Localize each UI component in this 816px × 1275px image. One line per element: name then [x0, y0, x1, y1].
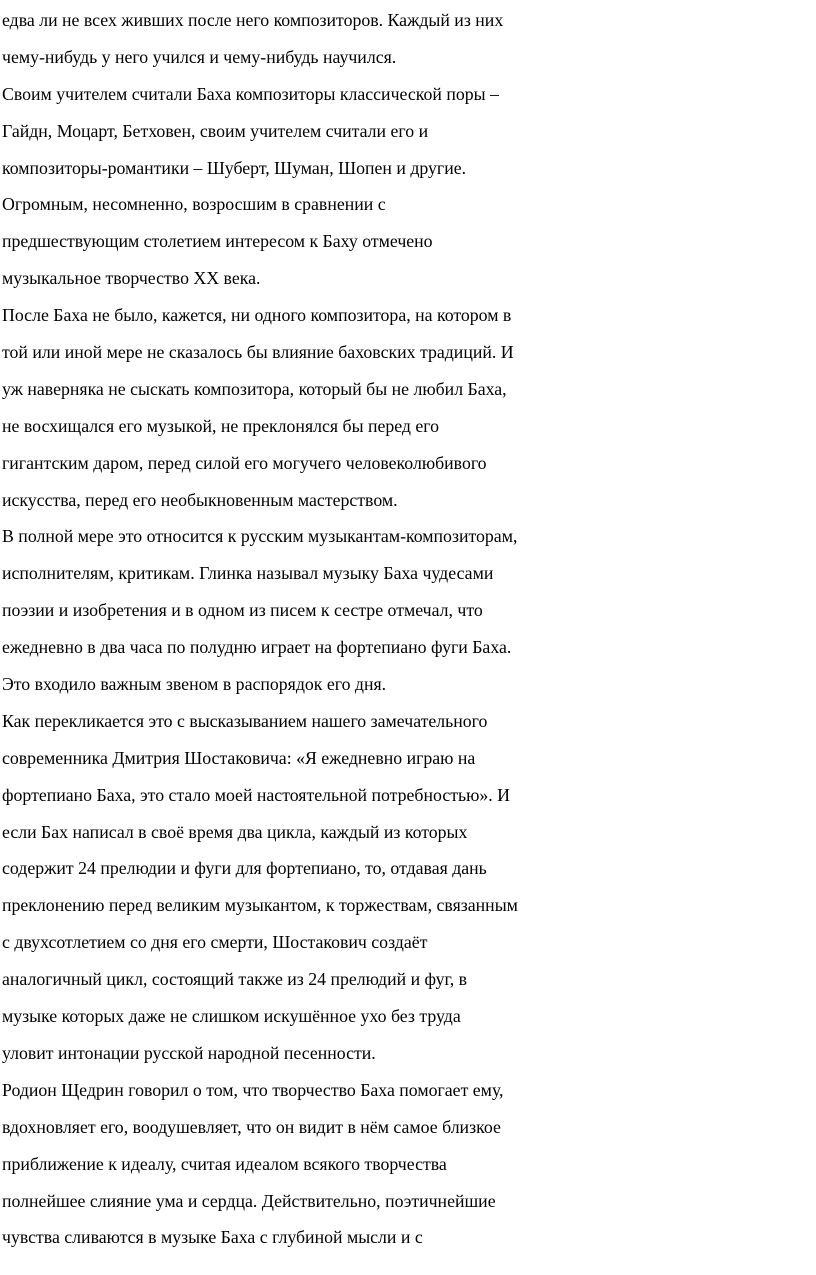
text-line: преклонению перед великим музыкантом, к торжествам, связанным	[2, 895, 518, 916]
text-line: приближение к идеалу, считая идеалом всякого творчества	[2, 1153, 447, 1174]
text-line: музыке которых даже не слишком искушённое ухо без труда	[2, 1006, 461, 1027]
text-line: Гайдн, Моцарт, Бетховен, своим учителем считали его и	[2, 120, 429, 141]
text-line: аналогичный цикл, состоящий также из 24 прелюдий и фуг, в	[2, 969, 468, 990]
text-line: уж наверняка не сыскать композитора, который бы не любил Баха,	[2, 378, 507, 399]
text-line: предшествующим столетием интересом к Баху отмечено	[2, 231, 433, 252]
text-line: Это входило важным звеном в распорядок его дня.	[2, 674, 387, 695]
text-line: той или иной мере не сказалось бы влияние баховских традиций. И	[2, 342, 514, 363]
text-line: В полной мере это относится к русским музыкантам-композиторам,	[2, 526, 518, 547]
text-line: ежедневно в два часа по полудню играет на фортепиано фуги Баха.	[2, 637, 512, 658]
text-line: Родион Щедрин говорил о том, что творчество Баха помогает ему,	[2, 1079, 504, 1100]
document-body	[2, 2, 814, 1256]
text-line: с двухсотлетием со дня его смерти, Шостакович создаёт	[2, 932, 428, 953]
text-line: композиторы-романтики – Шуберт, Шуман, Шопен и другие.	[2, 157, 467, 178]
text-line: поэзии и изобретения и в одном из писем к сестре отмечал, что	[2, 600, 483, 621]
text-line: После Баха не было, кажется, ни одного композитора, на котором в	[2, 305, 512, 326]
text-line: современника Дмитрия Шостаковича: «Я ежедневно играю на	[2, 747, 476, 768]
text-line: чему-нибудь у него учился и чему-нибудь научился.	[2, 46, 397, 67]
text-line: Огромным, несомненно, возросшим в сравнении с	[2, 194, 386, 215]
text-line: исполнителям, критикам. Глинка называл музыку Баха чудесами	[2, 563, 494, 584]
text-line: музыкальное творчество XX века.	[2, 268, 261, 289]
text-line: если Бах написал в своё время два цикла, каждый из которых	[2, 821, 468, 842]
text-line: Как перекликается это с высказыванием нашего замечательного	[2, 710, 488, 731]
text-line: содержит 24 прелюдии и фуги для фортепиано, то, отдавая дань	[2, 858, 487, 879]
text-line: фортепиано Баха, это стало моей настоятельной потребностью». И	[2, 784, 510, 805]
text-line: уловит интонации русской народной песенности.	[2, 1042, 376, 1063]
text-line: чувства сливаются в музыке Баха с глубиной мысли и с	[2, 1227, 423, 1248]
text-line: гигантским даром, перед силой его могучего человеколюбивого	[2, 452, 487, 473]
text-line: едва ли не всех живших после него композиторов. Каждый из них	[2, 10, 504, 30]
text-line: не восхищался его музыкой, не преклонялся бы перед его	[2, 415, 440, 436]
text-line: полнейшее слияние ума и сердца. Действительно, поэтичнейшие	[2, 1190, 496, 1211]
text-line: Своим учителем считали Баха композиторы классической поры –	[2, 83, 499, 104]
text-line: вдохновляет его, воодушевляет, что он видит в нём самое близкое	[2, 1116, 501, 1137]
text-line: искусства, перед его необыкновенным мастерством.	[2, 489, 398, 510]
